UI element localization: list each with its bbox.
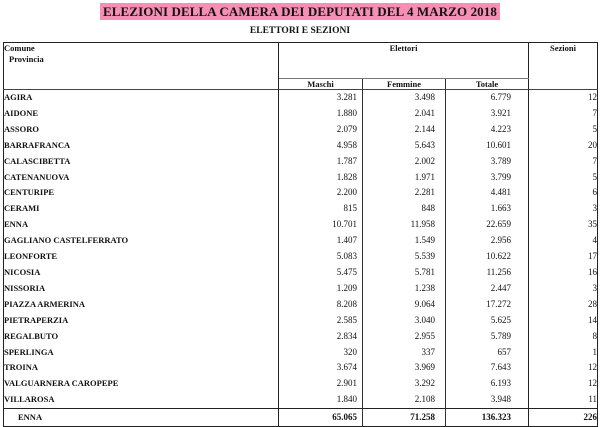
totale-cell: 6.779	[490, 92, 512, 102]
sezioni-cell: 11	[529, 392, 598, 408]
totale-cell: 3.921	[490, 107, 512, 118]
sezioni-cell: 6	[529, 185, 598, 201]
comune-cell: AIDONE	[4, 106, 279, 122]
totale-cell: 17.272	[486, 298, 512, 309]
sezioni-cell: 20	[529, 138, 598, 154]
table-row	[4, 376, 598, 392]
totale-cell: 3.789	[490, 155, 512, 166]
totale-cell: 4.223	[490, 123, 512, 134]
comune-cell: VILLAROSA	[4, 392, 279, 408]
maschi-cell: 3.674	[279, 360, 363, 376]
sezioni-cell: 5	[529, 170, 598, 186]
header-maschi: Maschi	[279, 79, 363, 90]
femmine-cell: 9.064	[363, 297, 446, 313]
sezioni-cell: 7	[529, 106, 598, 122]
maschi-cell: 5.475	[279, 265, 363, 281]
table-row	[4, 185, 598, 201]
comune-cell: GAGLIANO CASTELFERRATO	[4, 233, 279, 249]
sezioni-cell: 12	[529, 90, 598, 106]
header-elettori: Elettori	[279, 43, 529, 79]
femmine-cell: 3.040	[363, 313, 446, 329]
maschi-cell: 1.840	[279, 392, 363, 408]
femmine-cell: 5.781	[363, 265, 446, 281]
comune-cell: VALGUARNERA CAROPEPE	[4, 376, 279, 392]
page-subtitle: ELETTORI E SEZIONI	[249, 26, 351, 36]
comune-cell: PIAZZA ARMERINA	[4, 297, 279, 313]
comune-cell: BARRAFRANCA	[4, 138, 279, 154]
sezioni-cell: 14	[529, 313, 598, 329]
maschi-cell: 2.200	[279, 185, 363, 201]
femmine-cell: 1.238	[363, 281, 446, 297]
table-row	[4, 265, 598, 281]
femmine-cell: 2.002	[363, 154, 446, 170]
sezioni-cell: 28	[529, 297, 598, 313]
totale-cell: 5.625	[490, 314, 512, 325]
sezioni-cell: 17	[529, 249, 598, 265]
table-row	[4, 392, 598, 408]
sezioni-cell: 12	[529, 376, 598, 392]
maschi-cell: 1.880	[279, 106, 363, 122]
femmine-cell: 2.281	[363, 185, 446, 201]
table-row	[4, 329, 598, 345]
sezioni-cell: 3	[529, 281, 598, 297]
femmine-cell: 2.144	[363, 122, 446, 138]
femmine-cell: 3.498	[363, 90, 446, 106]
comune-cell: ENNA	[4, 217, 279, 233]
totale-cell: 6.193	[490, 378, 512, 389]
maschi-cell: 4.958	[279, 138, 363, 154]
totale-cell: 657	[497, 346, 512, 357]
header-sezioni: Sezioni	[529, 43, 598, 90]
femmine-cell: 5.539	[363, 249, 446, 265]
sezioni-cell: 16	[529, 265, 598, 281]
sezioni-cell: 3	[529, 201, 598, 217]
totale-cell: 5.789	[490, 330, 512, 341]
femmine-cell: 11.958	[363, 217, 446, 233]
femmine-cell: 3.969	[363, 360, 446, 376]
femmine-cell: 1.549	[363, 233, 446, 249]
totale-cell: 3.948	[490, 394, 512, 405]
table-row	[4, 281, 598, 297]
comune-cell: ASSORO	[4, 122, 279, 138]
page-title: ELEZIONI DELLA CAMERA DEI DEPUTATI DEL 4 MARZO 2018	[100, 3, 500, 20]
comune-cell: NISSORIA	[4, 281, 279, 297]
comune-cell: LEONFORTE	[4, 249, 279, 265]
femmine-cell: 2.108	[363, 392, 446, 408]
comune-cell: TROINA	[4, 360, 279, 376]
table-row	[4, 122, 598, 138]
maschi-cell: 1.407	[279, 233, 363, 249]
totale-cell: 11.256	[486, 266, 512, 277]
sezioni-cell: 12	[529, 360, 598, 376]
sezioni-cell: 8	[529, 329, 598, 345]
sezioni-cell: 5	[529, 122, 598, 138]
femmine-cell: 5.643	[363, 138, 446, 154]
table-row	[4, 154, 598, 170]
header-comune-label: Comune	[4, 43, 35, 53]
maschi-cell: 10.701	[279, 217, 363, 233]
comune-cell: PIETRAPERZIA	[4, 313, 279, 329]
comune-cell: CATENANUOVA	[4, 170, 279, 186]
comune-cell: CALASCIBETTA	[4, 154, 279, 170]
maschi-cell: 2.901	[279, 376, 363, 392]
totale-cell: 4.481	[490, 187, 512, 198]
title-container	[0, 3, 600, 21]
header-totale: Totale	[446, 79, 529, 90]
comune-cell: ENNA	[4, 409, 279, 427]
comune-cell: SPERLINGA	[4, 345, 279, 361]
femmine-cell: 848	[363, 201, 446, 217]
maschi-cell: 8.208	[279, 297, 363, 313]
table-row	[4, 297, 598, 313]
femmine-cell: 2.041	[363, 106, 446, 122]
table-row	[4, 360, 598, 376]
maschi-cell: 2.585	[279, 313, 363, 329]
totale-cell: 10.601	[486, 139, 512, 150]
table-row	[4, 233, 598, 249]
header-row	[4, 43, 598, 79]
comune-cell: CERAMI	[4, 201, 279, 217]
maschi-cell: 1.209	[279, 281, 363, 297]
maschi-cell: 1.828	[279, 170, 363, 186]
femmine-cell: 2.955	[363, 329, 446, 345]
femmine-cell: 337	[363, 345, 446, 361]
maschi-cell: 65.065	[279, 409, 363, 427]
header-femmine: Femmine	[363, 79, 446, 90]
comune-cell: AGIRA	[4, 90, 279, 106]
maschi-cell: 5.083	[279, 249, 363, 265]
femmine-cell: 1.971	[363, 170, 446, 186]
totale-cell: 7.643	[490, 362, 512, 373]
femmine-cell: 71.258	[363, 409, 446, 427]
maschi-cell: 815	[279, 201, 363, 217]
totale-cell: 3.799	[490, 171, 512, 182]
comune-cell: CENTURIPE	[4, 185, 279, 201]
sezioni-cell: 35	[529, 217, 598, 233]
femmine-cell: 3.292	[363, 376, 446, 392]
maschi-cell: 320	[279, 345, 363, 361]
maschi-cell: 2.079	[279, 122, 363, 138]
totale-cell: 136.323	[446, 409, 529, 427]
table-row	[4, 106, 598, 122]
header-provincia-label: Provincia	[9, 54, 44, 64]
table-body	[4, 90, 598, 427]
header-comune	[4, 43, 279, 90]
totale-cell: 10.622	[486, 251, 512, 262]
table-row	[4, 170, 598, 186]
table-row	[4, 313, 598, 329]
maschi-cell: 3.281	[279, 90, 363, 106]
maschi-cell: 2.834	[279, 329, 363, 345]
totale-cell: 2.447	[490, 282, 512, 293]
table-row	[4, 249, 598, 265]
table-row	[4, 217, 598, 233]
table-row	[4, 138, 598, 154]
maschi-cell: 1.787	[279, 154, 363, 170]
totale-cell: 1.663	[490, 203, 512, 214]
totale-cell: 2.956	[490, 235, 512, 246]
elettori-sezioni-table	[3, 42, 598, 427]
table-row	[4, 345, 598, 361]
sezioni-cell: 7	[529, 154, 598, 170]
sezioni-cell: 4	[529, 233, 598, 249]
table-row	[4, 201, 598, 217]
table-row	[4, 90, 598, 106]
sezioni-cell: 226	[529, 409, 598, 427]
comune-cell: NICOSIA	[4, 265, 279, 281]
comune-cell: REGALBUTO	[4, 329, 279, 345]
totale-cell: 22.659	[486, 219, 512, 230]
sezioni-cell: 1	[529, 345, 598, 361]
